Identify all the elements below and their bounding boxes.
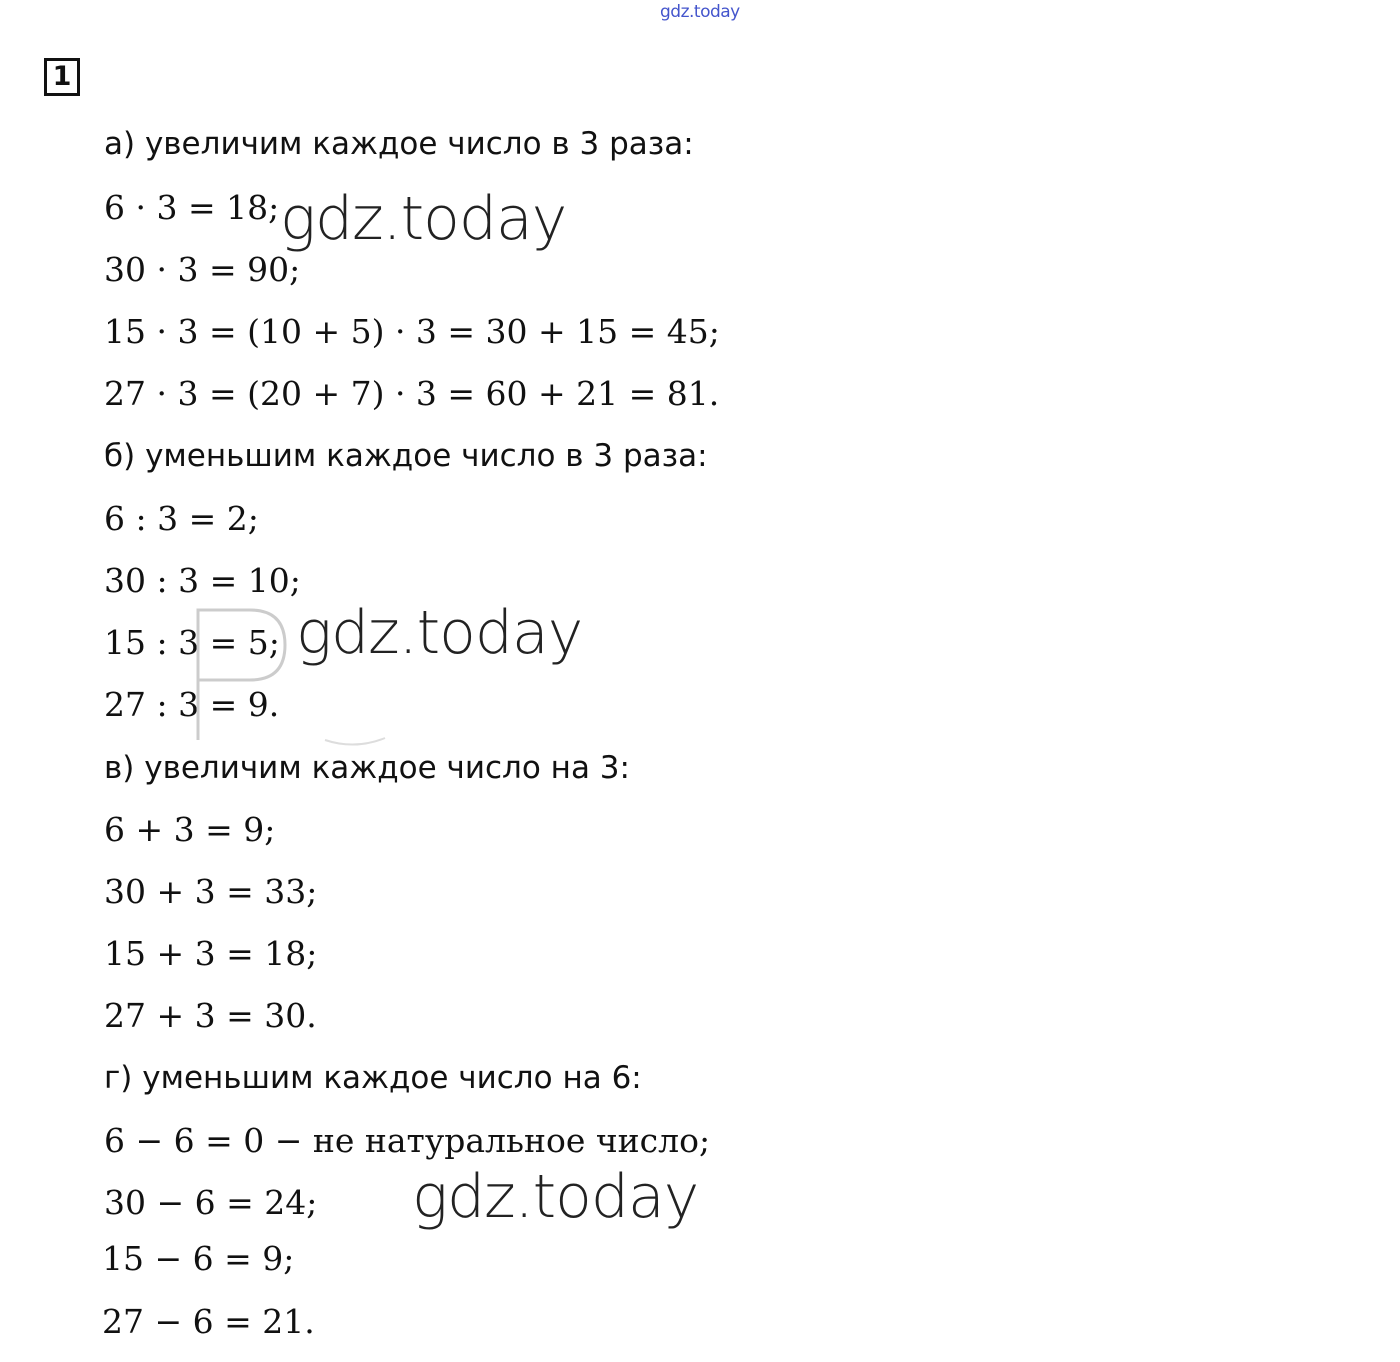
section-c-line-3: 15 + 3 = 18; xyxy=(104,934,318,973)
section-a-line-3: 15 · 3 = (10 + 5) · 3 = 30 + 15 = 45; xyxy=(104,312,720,351)
section-a-line-1: 6 · 3 = 18; xyxy=(104,188,280,227)
section-d-line-1: 6 − 6 = 0 − не натуральное число; xyxy=(104,1121,711,1160)
section-d-line-2: 30 − 6 = 24; xyxy=(104,1183,318,1222)
section-a-label: а) увеличим каждое число в 3 раза: xyxy=(104,126,694,162)
section-b-line-2: 30 : 3 = 10; xyxy=(104,561,301,600)
section-c-label: в) увеличим каждое число на 3: xyxy=(104,750,630,786)
task-number-box: 1 xyxy=(44,58,80,96)
section-b-line-3: 15 : 3 = 5; xyxy=(104,623,280,662)
watermark-3: gdz.today xyxy=(412,1162,699,1232)
section-b-line-1: 6 : 3 = 2; xyxy=(104,499,259,538)
section-d-line-3: 15 − 6 = 9; xyxy=(102,1239,295,1278)
section-a-line-4: 27 · 3 = (20 + 7) · 3 = 60 + 21 = 81. xyxy=(104,374,720,413)
section-c-line-2: 30 + 3 = 33; xyxy=(104,872,318,911)
top-site-watermark: gdz.today xyxy=(660,2,740,22)
section-c-line-1: 6 + 3 = 9; xyxy=(104,810,276,849)
section-b-line-4: 27 : 3 = 9. xyxy=(104,685,280,724)
section-d-line-4: 27 − 6 = 21. xyxy=(102,1302,315,1341)
section-a-line-2: 30 · 3 = 90; xyxy=(104,250,301,289)
section-c-line-4: 27 + 3 = 30. xyxy=(104,996,317,1035)
watermark-2: gdz.today xyxy=(296,598,583,668)
section-b-label: б) уменьшим каждое число в 3 раза: xyxy=(104,438,708,474)
section-d-label: г) уменьшим каждое число на 6: xyxy=(104,1060,642,1096)
watermark-1: gdz.today xyxy=(280,184,567,254)
